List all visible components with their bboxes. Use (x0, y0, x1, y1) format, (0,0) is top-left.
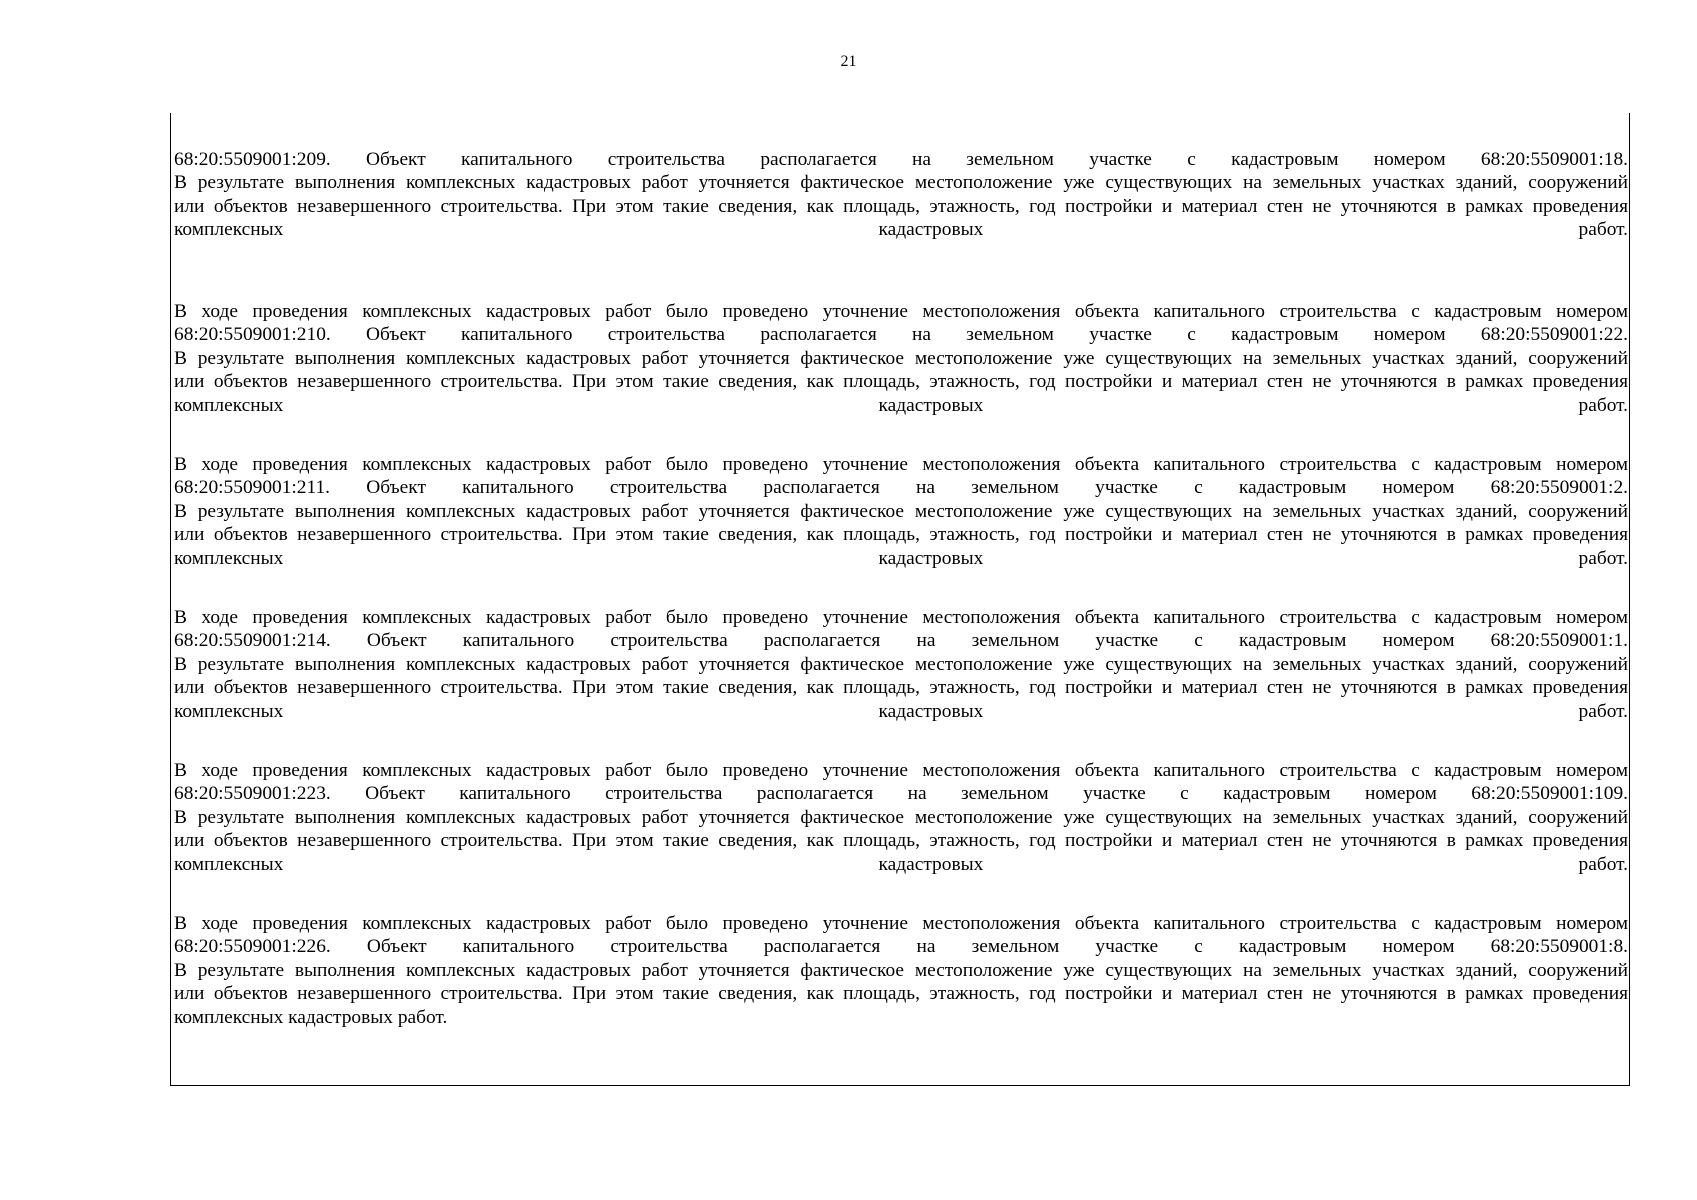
paragraph-line: В результате выполнения комплексных кадастровых работ уточняется фактическое местоположение уже существующих на земельных участках зданий, сооружений (174, 959, 1628, 981)
paragraph-line: или объектов незавершенного строительства. При этом такие сведения, как площадь, этажность, год постройки и материал стен не уточняются в рамках проведения (174, 371, 1628, 393)
page-number: 21 (840, 53, 857, 70)
paragraph-line: 68:20:5509001:210. Объект капитального строительства располагается на земельном участке с кадастровым номером 68:20:5509001:22. (174, 324, 1628, 346)
paragraph-line: комплексных кадастровых работ. (174, 1006, 448, 1028)
paragraph-line: комплексных кадастровых работ. (174, 700, 1628, 722)
paragraph-line: В результате выполнения комплексных кадастровых работ уточняется фактическое местоположение уже существующих на земельных участках зданий, сооружений (174, 172, 1628, 194)
paragraph (174, 300, 1628, 417)
paragraph-line: В результате выполнения комплексных кадастровых работ уточняется фактическое местоположение уже существующих на земельных участках зданий, сооружений (174, 500, 1628, 522)
paragraph-line: В ходе проведения комплексных кадастровых работ было проведено уточнение местоположения объекта капитального строительства с кадастровым номером (174, 607, 1628, 628)
paragraph (174, 606, 1628, 723)
paragraph-line: 68:20:5509001:211. Объект капитального строительства располагается на земельном участке с кадастровым номером 68:20:5509001:2. (174, 477, 1628, 499)
paragraph-line: В результате выполнения комплексных кадастровых работ уточняется фактическое местоположение уже существующих на земельных участках зданий, сооружений (174, 653, 1628, 675)
paragraph-line: или объектов незавершенного строительства. При этом такие сведения, как площадь, этажность, год постройки и материал стен не уточняются в рамках проведения (174, 983, 1628, 1005)
paragraph-line: комплексных кадастровых работ. (174, 219, 1628, 241)
paragraph-line: комплексных кадастровых работ. (174, 547, 1628, 569)
paragraph-line: 68:20:5509001:214. Объект капитального строительства располагается на земельном участке с кадастровым номером 68:20:5509001:1. (174, 630, 1628, 652)
paragraph (174, 148, 1628, 242)
paragraph (174, 453, 1628, 570)
paragraph-line: В ходе проведения комплексных кадастровых работ было проведено уточнение местоположения объекта капитального строительства с кадастровым номером (174, 454, 1628, 475)
paragraph-line: или объектов незавершенного строительства. При этом такие сведения, как площадь, этажность, год постройки и материал стен не уточняются в рамках проведения (174, 195, 1628, 217)
paragraph-line: В ходе проведения комплексных кадастровых работ было проведено уточнение местоположения объекта капитального строительства с кадастровым номером (174, 760, 1628, 781)
paragraph-line: В результате выполнения комплексных кадастровых работ уточняется фактическое местоположение уже существующих на земельных участках зданий, сооружений (174, 347, 1628, 369)
paragraph-line: комплексных кадастровых работ. (174, 394, 1628, 416)
paragraph-line: или объектов незавершенного строительства. При этом такие сведения, как площадь, этажность, год постройки и материал стен не уточняются в рамках проведения (174, 677, 1628, 699)
paragraph-line: В ходе проведения комплексных кадастровых работ было проведено уточнение местоположения объекта капитального строительства с кадастровым номером (174, 301, 1628, 322)
paragraph-line: или объектов незавершенного строительства. При этом такие сведения, как площадь, этажность, год постройки и материал стен не уточняются в рамках проведения (174, 524, 1628, 546)
paragraph-line: 68:20:5509001:223. Объект капитального строительства располагается на земельном участке с кадастровым номером 68:20:5509001:109. (174, 783, 1628, 805)
paragraph-line: 68:20:5509001:209. Объект капитального строительства располагается на земельном участке с кадастровым номером 68:20:5509001:18. (174, 149, 1628, 170)
paragraph-line: или объектов незавершенного строительства. При этом такие сведения, как площадь, этажность, год постройки и материал стен не уточняются в рамках проведения (174, 830, 1628, 852)
paragraph-line: 68:20:5509001:226. Объект капитального строительства располагается на земельном участке с кадастровым номером 68:20:5509001:8. (174, 936, 1628, 958)
paragraph (174, 912, 1628, 1029)
paragraph-line: В результате выполнения комплексных кадастровых работ уточняется фактическое местоположение уже существующих на земельных участках зданий, сооружений (174, 806, 1628, 828)
paragraph (174, 759, 1628, 876)
paragraph-line: комплексных кадастровых работ. (174, 853, 1628, 875)
paragraph-line: В ходе проведения комплексных кадастровых работ было проведено уточнение местоположения объекта капитального строительства с кадастровым номером (174, 913, 1628, 934)
